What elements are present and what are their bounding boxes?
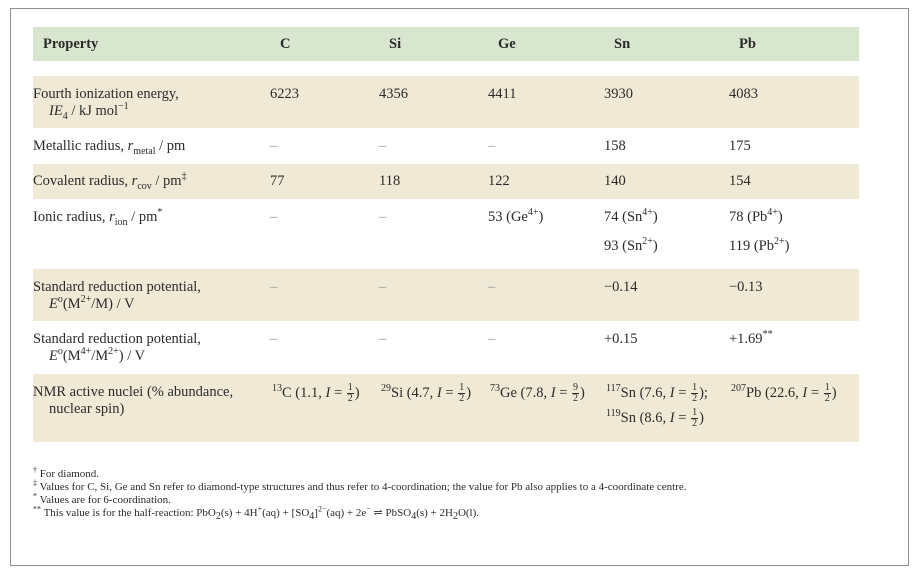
cell-covalent-c: 77 (270, 164, 379, 199)
label-reduction-potential-2: Standard reduction potential, $E^o(M^{2+}/M)$ / V (33, 269, 270, 321)
cell-srp2-ge: – (488, 269, 604, 321)
cell-ionic-sn-4: 74 $(Sn^{4+})$ (604, 199, 729, 235)
cell-ionic-pb-4: 78 $(Pb^{4+})$ (729, 199, 859, 235)
header-row (33, 27, 859, 61)
row-reduction-potential-4 (33, 321, 859, 374)
footnote-double-dagger: ‡ Values for C, Si, Ge and Sn refer to diamond-type structures and thus refer to 4-coordination; the value for Pb also applies to a 4-coordinate centre. (33, 478, 687, 493)
cell-srp2-si: – (379, 269, 488, 321)
cell-ionic-c: – (270, 199, 379, 235)
footnote-asterisk: * Values are for 6-coordination. (33, 491, 171, 506)
cell-srp2-sn: −0.14 (604, 269, 729, 321)
cell-covalent-sn: 140 (604, 164, 729, 199)
row-ionic-radius-2 (33, 235, 859, 269)
cell-nmr-si: $^{29}$Si (4.7, I = $\frac{1}{2}$ ) (379, 374, 488, 406)
cell-ie-ge: 4411 (488, 76, 604, 128)
cell-ionic-ge: 53 $(Ge^{4+})$ (488, 199, 604, 235)
header-sn: Sn (604, 27, 729, 61)
header-property: Property (33, 27, 270, 61)
label-ionization-energy: Fourth ionization energy, $IE_4$ / kJ mol$^{-1}$ (33, 76, 270, 128)
cell-metallic-c: – (270, 128, 379, 164)
row-ionization-energy (33, 76, 859, 128)
cell-ie-sn: 3930 (604, 76, 729, 128)
header-c: C (270, 27, 379, 61)
cell-covalent-ge: 122 (488, 164, 604, 199)
cell-nmr-c: $^{13}$C (1.1, I = $\frac{1}{2}$ ) (270, 374, 379, 406)
cell-srp4-c: – (270, 321, 379, 374)
cell-metallic-si: – (379, 128, 488, 164)
cell-metallic-ge: – (488, 128, 604, 164)
cell-covalent-pb: 154 (729, 164, 859, 199)
footnote-dagger: † For diamond. (33, 465, 100, 480)
cell-ie-c: 6223 (270, 76, 379, 128)
cell-metallic-sn: 158 (604, 128, 729, 164)
footnote-double-asterisk: ** This value is for the half-reaction: $PbO_2(s) + 4H^+(aq) + [SO_4]^{2-}(aq) + 2e^-$ ⇌ PbSO$_4$(s) + $2H_2O(l)$. (33, 504, 480, 523)
cell-ie-pb: 4083 (729, 76, 859, 128)
header-ge: Ge (488, 27, 604, 61)
row-metallic-radius (33, 128, 859, 164)
cell-nmr-sn-117: $^{117}$Sn (7.6, I = $\frac{1}{2}$ ); (604, 374, 729, 406)
row-ionic-radius (33, 199, 859, 235)
cell-srp2-c: – (270, 269, 379, 321)
label-ionic-radius: Ionic radius, $r_{ion} / pm^*$ (33, 199, 270, 235)
cell-ionic-si: – (379, 199, 488, 235)
properties-table (33, 27, 859, 442)
row-nmr-nuclei (33, 374, 859, 406)
footnotes (33, 465, 859, 523)
cell-metallic-pb: 175 (729, 128, 859, 164)
row-reduction-potential-2 (33, 269, 859, 321)
cell-ionic-sn-2: 93 $(Sn^{2+})$ (604, 235, 729, 269)
header-si: Si (379, 27, 488, 61)
cell-srp4-pb: +1.69** (729, 321, 859, 374)
header-pb: Pb (729, 27, 859, 61)
cell-ionic-pb-2: 119 $(Pb^{2+})$ (729, 235, 859, 269)
cell-nmr-pb: $^{207}$Pb (22.6, I = $\frac{1}{2}$ ) (729, 374, 859, 406)
label-covalent-radius: Covalent radius, $r_{cov} / pm^\ddagger$ (33, 164, 270, 199)
cell-nmr-ge: $^{73}$Ge (7.8, I = $\frac{9}{2}$ ) (488, 374, 604, 406)
label-reduction-potential-4: Standard reduction potential, $E^o(M^{4+}/M^{2+})$ / V (33, 321, 270, 374)
row-covalent-radius (33, 164, 859, 199)
label-metallic-radius: Metallic radius, $r_{metal}$ / pm (33, 128, 270, 164)
cell-srp2-pb: −0.13 (729, 269, 859, 321)
cell-srp4-sn: +0.15 (604, 321, 729, 374)
cell-srp4-si: – (379, 321, 488, 374)
cell-covalent-si: 118 (379, 164, 488, 199)
cell-ie-si: 4356 (379, 76, 488, 128)
cell-nmr-sn-119: $^{119}$Sn (8.6, I = $\frac{1}{2}$ ) (604, 406, 729, 442)
cell-srp4-ge: – (488, 321, 604, 374)
label-nmr-nuclei: NMR active nuclei (% abundance, nuclear spin) (33, 374, 270, 442)
